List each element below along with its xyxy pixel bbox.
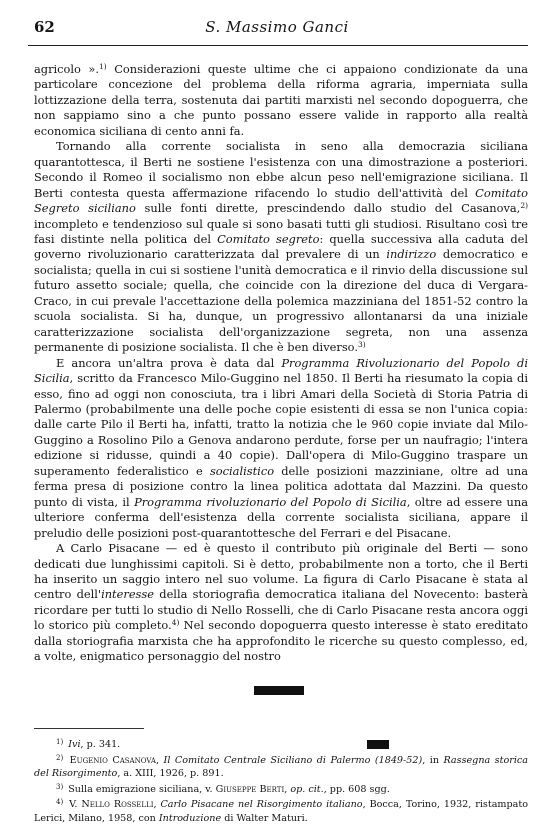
text-run: sulle fonti dirette, prescindendo dallo studio del Casanova, [135, 201, 521, 216]
text-run: , oltre ad essere una ulteriore conferma dell'esistenza della corrente socialista siciliana, appare il preludio delle posizioni post-quarantottesche del Ferrari e del Pisacane. [34, 494, 529, 540]
text-run: , a. XIII, 1926, p. 891. [117, 768, 224, 780]
footnote-rule [34, 728, 144, 729]
paragraph [34, 356, 528, 541]
header-rule [28, 45, 528, 46]
italic-text: socialistico [209, 463, 275, 478]
text-run: agricolo ». [34, 62, 100, 76]
italic-text: Programma rivoluzionario del Popolo di Sicilia [134, 494, 407, 509]
text-run: Nel secondo dopoguerra questo interesse è stato ereditato dalla storiografia marxista che ha approfondito le ricerche su questo complesso, ed, a volte, enigmatico personaggio del nostro [34, 618, 529, 664]
scan-smudge [367, 740, 389, 749]
text-run: E ancora un'altra prova è data dal [56, 355, 282, 370]
paragraph [34, 541, 528, 665]
text-run: , [153, 799, 161, 811]
author-name: Eugenio Casanova [65, 754, 156, 766]
running-head: S. Massimo Ganci [205, 18, 349, 36]
text-run: democratico e socialista; quella in cui si sostiene l'unità democratica e il rinvio della discussione sul futuro assetto sociale; quella, che coincide con la direzione del duca di Vergara-Craco, in cui prevale l'accettazione della polemica mazziniana del 1851-52 contro la scuola socialista. Si ha, dunque, un progressivo allontanarsi da una iniziale caratterizzazione socialista dell'organizzazione segreta, non una assenza permanente di posizione socialista. Il che è ben diverso. [34, 247, 529, 355]
text-run: , [284, 783, 291, 795]
text-run: A Carlo Pisacane — ed è questo il contributo più originale del Berti — sono dedicati due lunghissimi capitoli. Si è detto, probabilmente non a torto, che il Berti ha inserito un saggio intero nel suo volume. La figura di Carlo Pisacane è stata al centro dell' [34, 541, 528, 602]
page-header [30, 18, 524, 42]
text-run: Considerazioni queste ultime che ci appaiono condizionate da una particolare concezione del problema della riforma agraria, imperniata sulla lottizzazione della terra, sostenuta dai partiti marxisti nel secondo dopoguerra, che non sappiamo sino a che punto possano essere valide in rapporto alla realtà economica siciliana di cento anni fa. [34, 62, 528, 138]
author-name: Giuseppe Berti [215, 783, 285, 795]
italic-text: Carlo Pisacane nel Risorgimento italiano [160, 799, 363, 811]
text-run: di Walter Maturi. [221, 812, 308, 824]
italic-text: Rassegna storica del Risorgimento [34, 754, 528, 780]
italic-text: Ivi [65, 739, 81, 750]
italic-text: Comitato Segreto siciliano [34, 185, 528, 216]
footnote-ref: 4) [171, 618, 180, 628]
footnote [34, 781, 528, 797]
italic-text: Programma Rivoluzionario del Popolo di Sicilia [34, 355, 528, 386]
italic-text: Introduzione [158, 812, 222, 824]
footnote-number: 4) [56, 798, 64, 807]
author-name: Nello Rosselli [81, 799, 154, 811]
text-run: , [156, 754, 164, 766]
footnote-ref: 3) [357, 340, 366, 350]
text-run: , pp. 608 sgg. [323, 783, 390, 795]
body-text [34, 62, 528, 665]
footnote [34, 796, 528, 825]
footnote-number: 3) [56, 782, 64, 791]
footnote-ref: 2) [520, 201, 529, 211]
page-number: 62 [34, 18, 55, 36]
italic-text: Comitato segreto [217, 231, 320, 246]
text-run: Sulla emigrazione siciliana, v. [65, 783, 216, 795]
italic-text: interesse [101, 587, 154, 602]
text-run: incompleto e tendenzioso sul quale si sono basati tutti gli studiosi. Risultano così tre fasi distinte nella politica del [34, 216, 528, 246]
paragraph [34, 139, 528, 355]
scan-smudge [254, 686, 304, 695]
text-run: , Bocca, Torino, 1932, ristampato Lerici, Milano, 1958, con [34, 799, 529, 824]
text-run: : quella successiva alla caduta del governo rivoluzionario caratterizzata dal prevalere di un [34, 231, 528, 262]
italic-text: Il Comitato Centrale Siciliano di Palermo (1849-52) [163, 754, 423, 766]
italic-text: indirizzo [386, 247, 437, 262]
text-run: , scritto da Francesco Milo-Guggino nel 1850. Il Berti ha riesumato la copia di esso, fino ad oggi non conosciuta, tra i libri Amari della Società di Storia Patria di Palermo (probabilmente una delle poche copie esistenti di essa se non l'unica copia: dalle carte Pilo il Berti ha, infatti, tratto la notizia che le 960 copie inviate dal Milo-Guggino a Rosolino Pilo a Genova andarono perdute, forse per un naufragio; l'intera edizione si ridusse, quindi a 40 copie). Dall'opera di Milo-Guggino traspare un superamento federalistico e [34, 371, 528, 478]
text-run: delle posizioni mazziniane, oltre ad una ferma presa di posizione contro la linea politica adottata dal Mazzini. Da questo punto di vista, il [34, 463, 529, 509]
text-run: , p. 341. [80, 739, 121, 750]
footnote-number: 1) [56, 738, 64, 746]
footnote [34, 752, 528, 781]
footnotes [34, 736, 528, 826]
text-run: V. [65, 799, 82, 811]
footnote-number: 2) [56, 753, 64, 762]
italic-text: op. cit. [290, 783, 324, 795]
text-run: Tornando alla corrente socialista in seno alla democrazia siciliana quarantottesca, il Berti ne sostiene l'esistenza con una dimostrazione a posteriori. Secondo il Romeo il socialismo non ebbe alcun peso nell'emigrazione siciliana. Il Berti contesta questa affermazione rifacendo lo studio dell'attività del [34, 139, 528, 200]
footnote-ref: 1) [99, 62, 107, 71]
paragraph [34, 62, 528, 139]
footnote [34, 736, 528, 752]
text-run: della storiografia democratica italiana del Novecento: basterà ricordare per tutti lo studio di Nello Rosselli, che di Carlo Pisacane resta ancora oggi lo storico più completo. [34, 587, 528, 633]
text-run: , in [422, 754, 444, 766]
